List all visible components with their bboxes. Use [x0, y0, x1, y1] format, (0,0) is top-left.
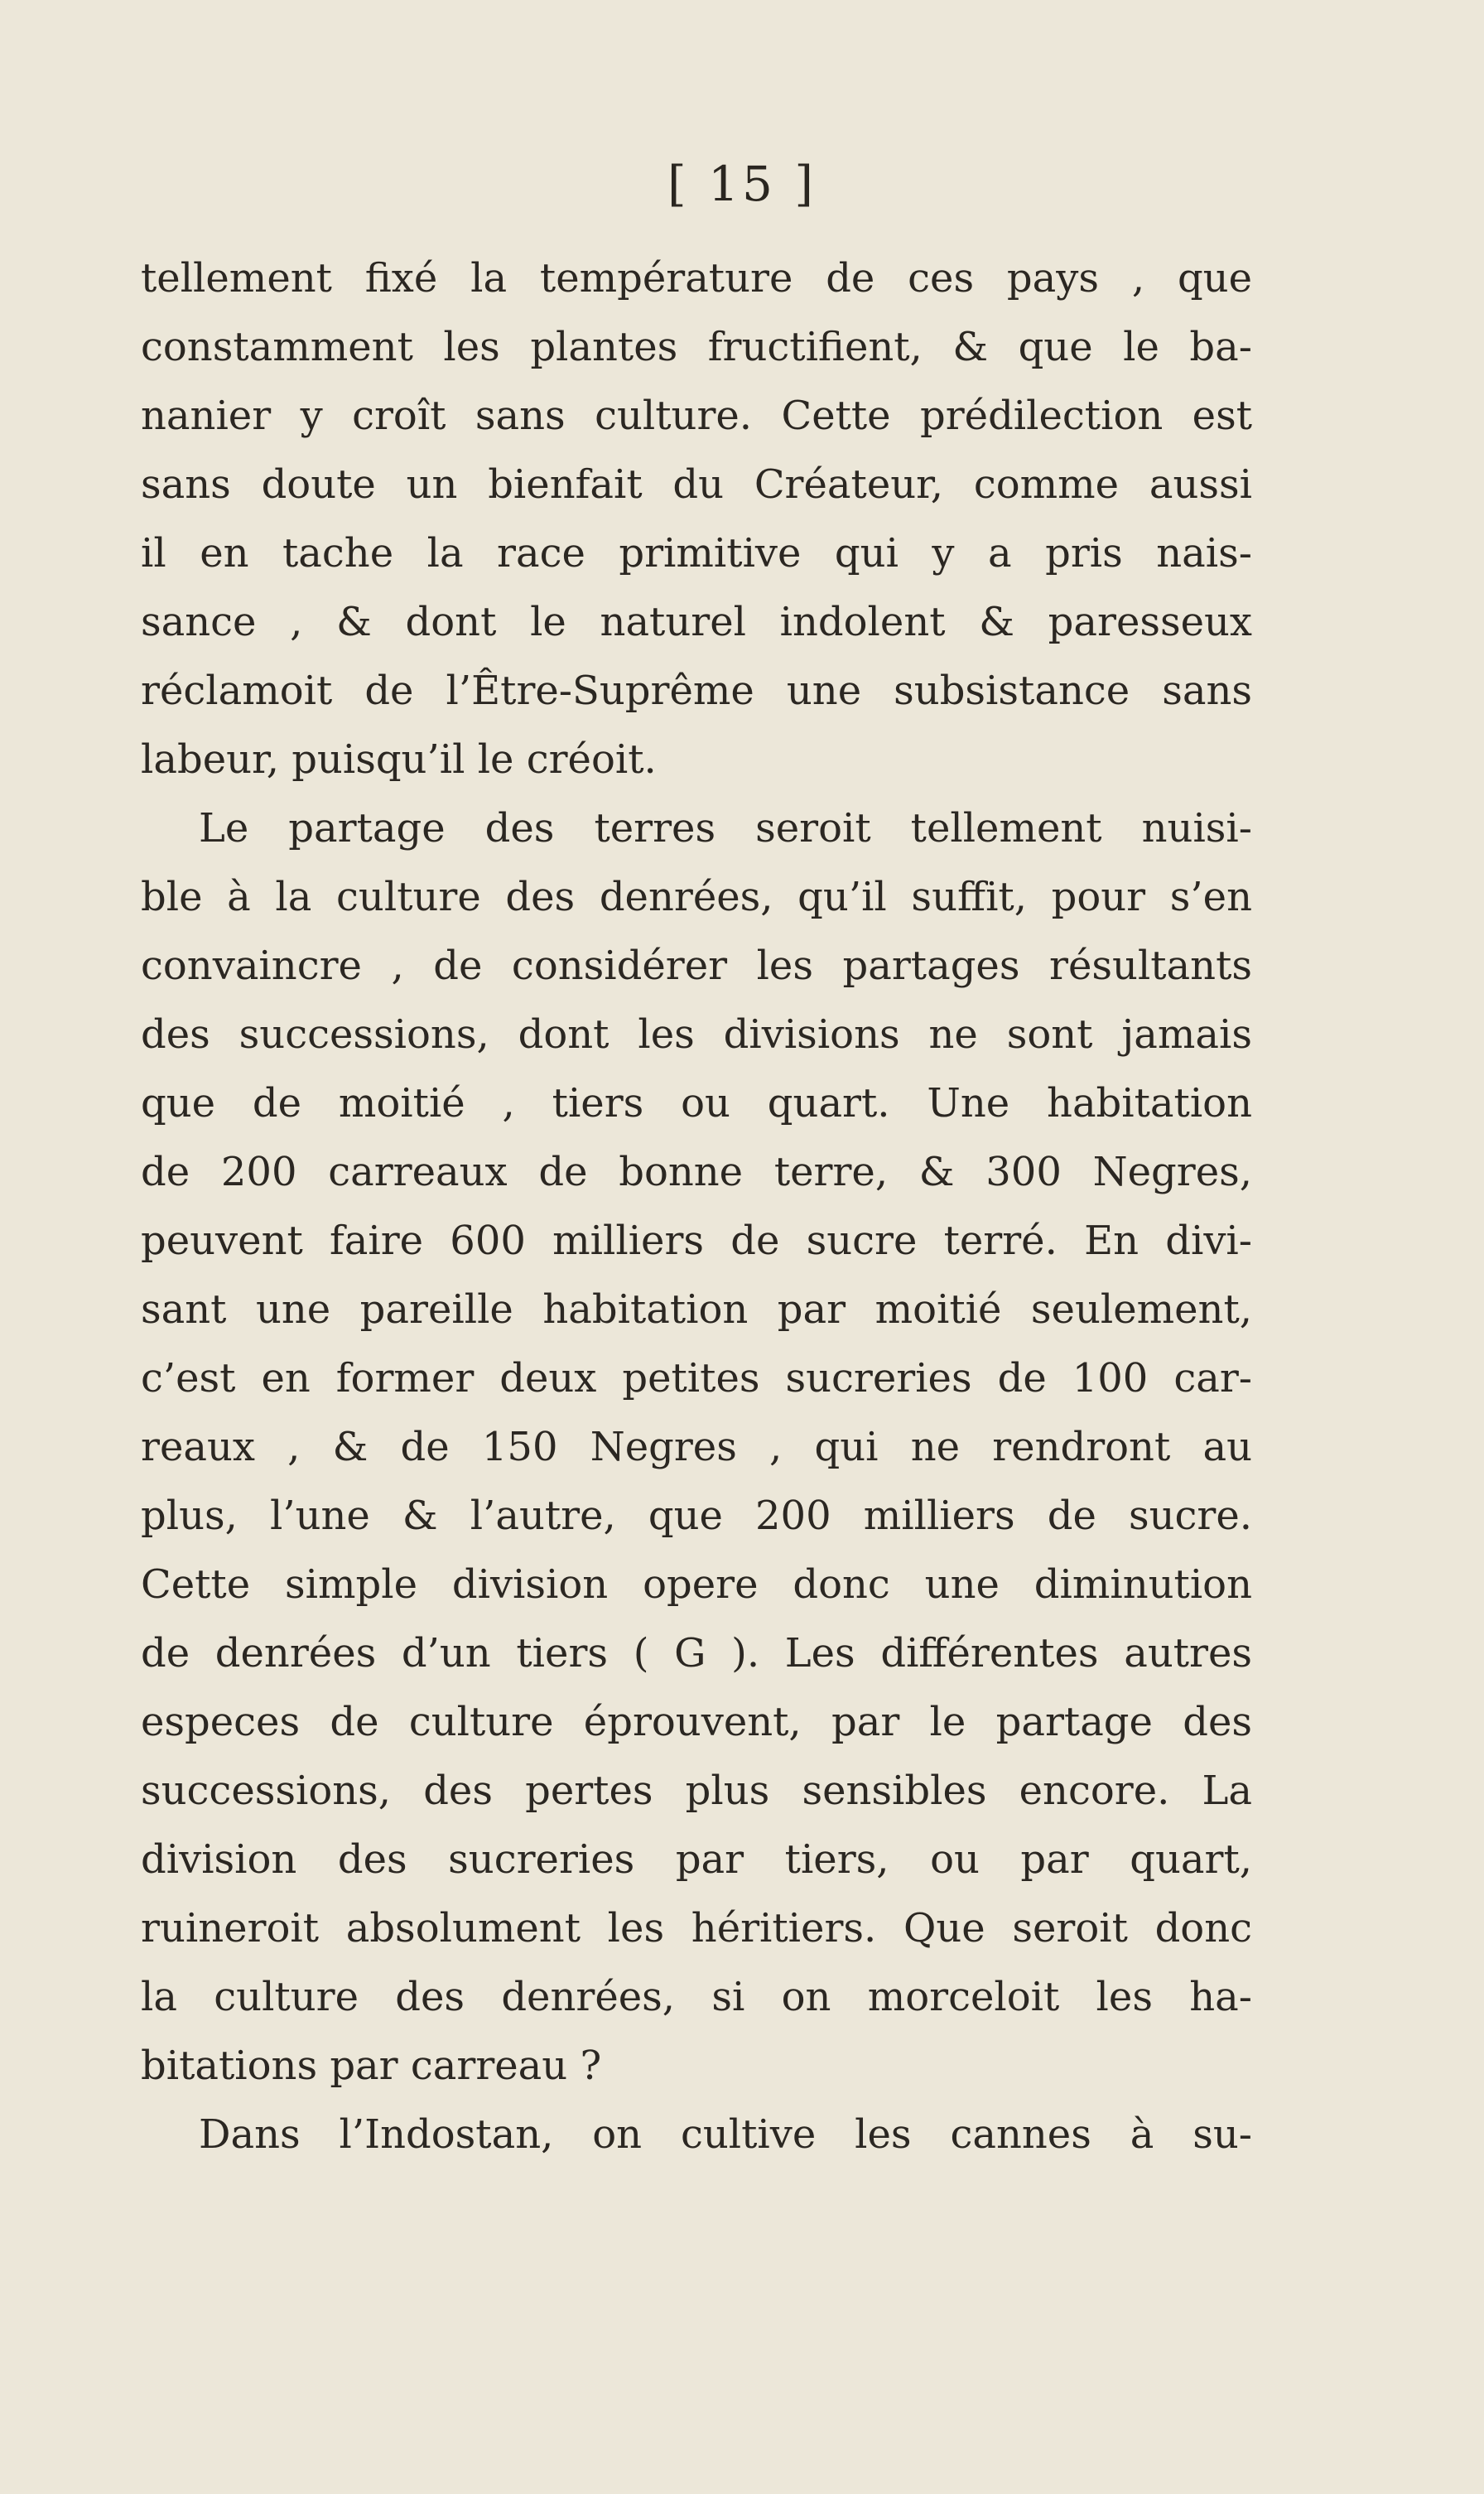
text-line: sans doute un bienfait du Créateur, comme aussi: [141, 461, 1252, 508]
text-line: bitations par carreau ?: [141, 2043, 602, 2089]
text-line: constamment les plantes fructifient, & que le ba-: [141, 324, 1252, 370]
text-line: de denrées d’un tiers ( G ). Les différentes autres: [141, 1630, 1252, 1676]
text-line: Le partage des terres seroit tellement nuisi-: [199, 805, 1252, 851]
body-text: [141, 244, 1252, 2169]
text-line: tellement fixé la température de ces pays , que: [141, 255, 1252, 301]
page-number: [ 15 ]: [667, 156, 817, 212]
text-line: Cette simple division opere donc une diminution: [141, 1561, 1252, 1608]
text-line: nanier y croît sans culture. Cette prédilection est: [141, 393, 1252, 439]
text-line: especes de culture éprouvent, par le partage des: [141, 1699, 1252, 1745]
text-line: sance , & dont le naturel indolent & paresseux: [141, 599, 1252, 645]
text-line: réclamoit de l’Être-Suprême une subsistance sans: [141, 668, 1252, 714]
text-line: labeur, puisqu’il le créoit.: [141, 736, 657, 783]
text-line: que de moitié , tiers ou quart. Une habitation: [141, 1080, 1252, 1126]
text-line: successions, des pertes plus sensibles encore. La: [141, 1768, 1252, 1814]
text-line: la culture des denrées, si on morceloit les ha-: [141, 1974, 1252, 2020]
text-line: peuvent faire 600 milliers de sucre terré. En divi-: [141, 1218, 1252, 1264]
text-line: ble à la culture des denrées, qu’il suffit, pour s’en: [141, 874, 1252, 920]
text-line: Dans l’Indostan, on cultive les cannes à su-: [199, 2111, 1252, 2158]
text-line: reaux , & de 150 Negres , qui ne rendront au: [141, 1424, 1252, 1470]
text-line: il en tache la race primitive qui y a pris nais-: [141, 530, 1252, 576]
text-line: division des sucreries par tiers, ou par quart,: [141, 1836, 1252, 1883]
text-line: convaincre , de considérer les partages résultants: [141, 943, 1252, 989]
text-line: des successions, dont les divisions ne sont jamais: [141, 1011, 1252, 1058]
text-line: sant une pareille habitation par moitié seulement,: [141, 1286, 1252, 1333]
text-line: de 200 carreaux de bonne terre, & 300 Negres,: [141, 1149, 1252, 1195]
text-line: plus, l’une & l’autre, que 200 milliers de sucre.: [141, 1493, 1252, 1539]
text-line: c’est en former deux petites sucreries de 100 car-: [141, 1355, 1252, 1401]
text-line: ruineroit absolument les héritiers. Que seroit donc: [141, 1905, 1252, 1951]
